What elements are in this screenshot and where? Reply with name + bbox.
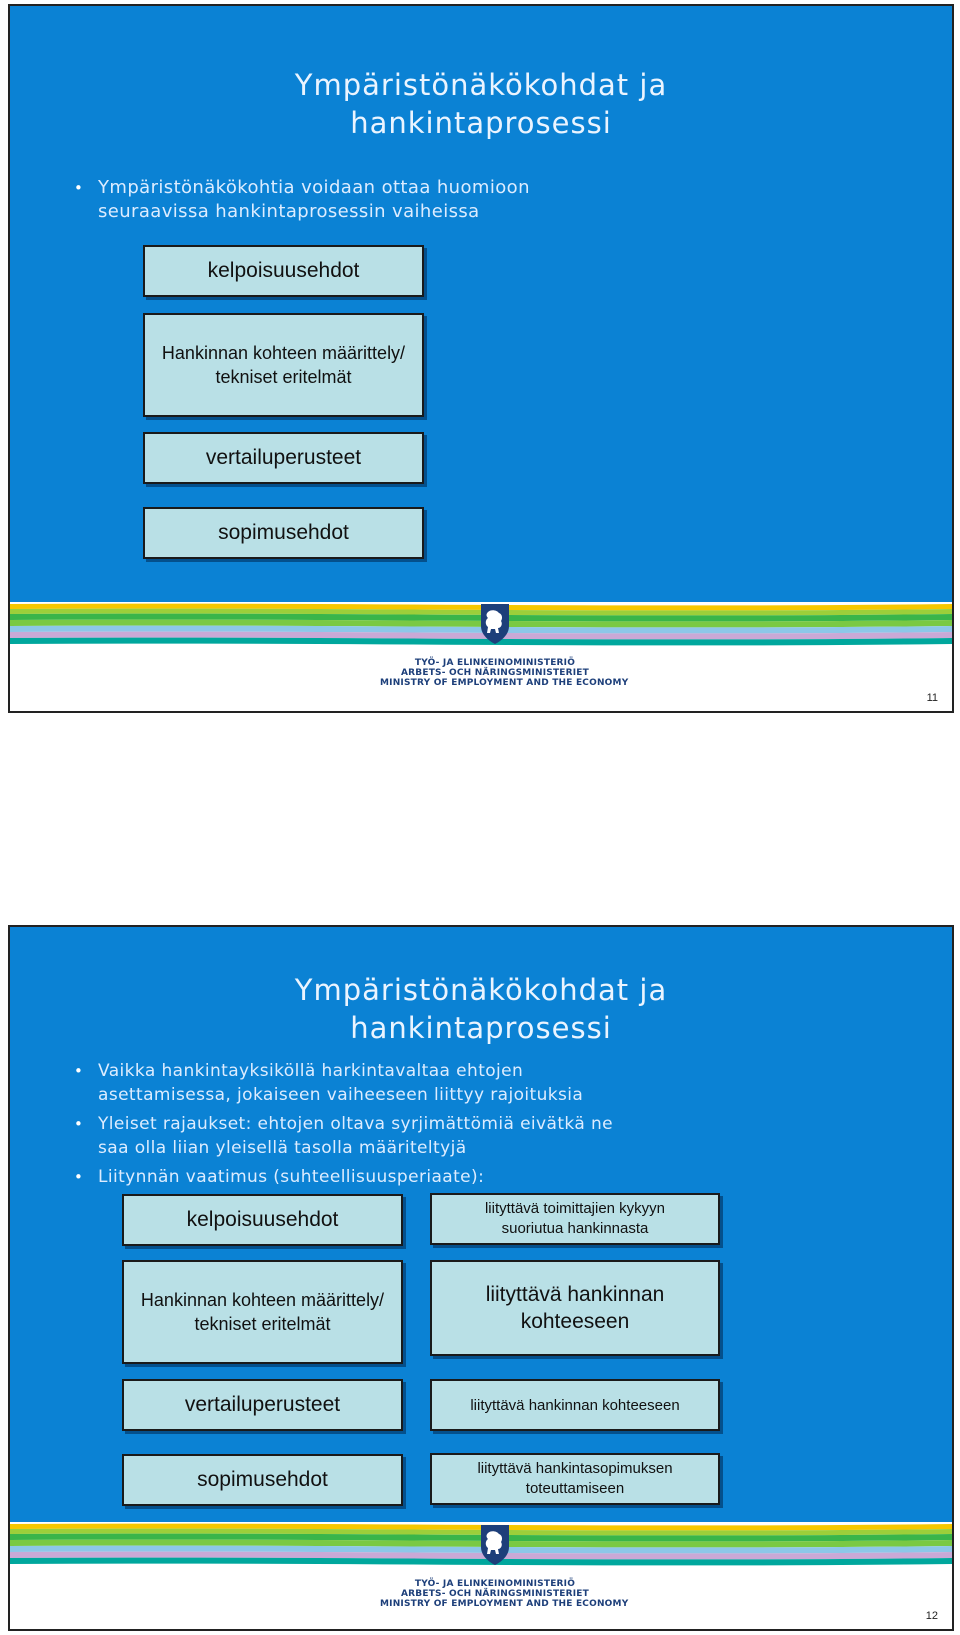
logo-text-fi: TYÖ- JA ELINKEINOMINISTERIÖ	[414, 658, 576, 668]
bullet-icon: •	[74, 1062, 84, 1080]
page-number: 12	[925, 1610, 938, 1622]
bullet-item: • Yleiset rajaukset: ehtojen oltava syrjimättömiä eivätkä ne saa olla liian yleisellä tasolla määriteltyjä	[74, 1114, 613, 1158]
box-hankinnan-kohteeseen: liityttävä hankinnan kohteeseen	[430, 1260, 720, 1356]
bullet-list	[74, 1059, 718, 1194]
bullet-icon: •	[74, 1168, 84, 1186]
box-kelpoisuusehdot: kelpoisuusehdot	[143, 245, 424, 297]
logo-text-fi: TYÖ- JA ELINKEINOMINISTERIÖ	[414, 1579, 576, 1589]
logo-text-sv: ARBETS- OCH NÄRINGSMINISTERIET	[400, 1589, 589, 1599]
box-toimittajien-kykyyn: liityttävä toimittajien kykyyn suoriutua hankinnasta	[430, 1193, 720, 1245]
bullet-item: • Vaikka hankintayksiköllä harkintavaltaa ehtojen asettamisessa, jokaiseen vaiheeseen liittyy rajoituksia	[74, 1061, 584, 1105]
slide-title: Ympäristönäkökohdat ja hankintaprosessi	[294, 973, 668, 1045]
slide-title: Ympäristönäkökohdat ja hankintaprosessi	[294, 68, 668, 140]
bullet-icon: •	[74, 179, 84, 197]
box-vertailuperusteet: vertailuperusteet	[122, 1379, 403, 1431]
bullet-item: • Liitynnän vaatimus (suhteellisuusperiaate):	[74, 1167, 485, 1187]
box-sopimuksen-toteuttamiseen: liityttävä hankintasopimuksen toteuttamiseen	[430, 1453, 720, 1505]
page-number: 11	[926, 692, 938, 704]
box-maarittely: Hankinnan kohteen määrittely/ tekniset eritelmät	[143, 313, 424, 417]
lion-emblem-icon	[477, 600, 513, 644]
bullet-icon: •	[74, 1115, 84, 1133]
box-kelpoisuusehdot: kelpoisuusehdot	[122, 1194, 403, 1246]
box-maarittely: Hankinnan kohteen määrittely/ tekniset eritelmät	[122, 1260, 403, 1364]
lion-emblem-icon	[477, 1521, 513, 1565]
slide-11	[8, 4, 954, 713]
box-sopimusehdot: sopimusehdot	[143, 507, 424, 559]
bullet-list	[74, 176, 658, 229]
box-sopimusehdot: sopimusehdot	[122, 1454, 403, 1506]
logo-text-en: MINISTRY OF EMPLOYMENT AND THE ECONOMY	[380, 1599, 629, 1609]
slide-12	[8, 925, 954, 1631]
box-hankinnan-kohteeseen-2: liityttävä hankinnan kohteeseen	[430, 1379, 720, 1431]
ministry-logo	[380, 600, 629, 688]
ministry-logo	[380, 1521, 629, 1609]
logo-text-sv: ARBETS- OCH NÄRINGSMINISTERIET	[400, 668, 589, 678]
box-vertailuperusteet: vertailuperusteet	[143, 432, 424, 484]
logo-text-en: MINISTRY OF EMPLOYMENT AND THE ECONOMY	[380, 678, 629, 688]
bullet-item: • Ympäristönäkökohtia voidaan ottaa huomioon seuraavissa hankintaprosessin vaiheissa	[74, 177, 530, 222]
